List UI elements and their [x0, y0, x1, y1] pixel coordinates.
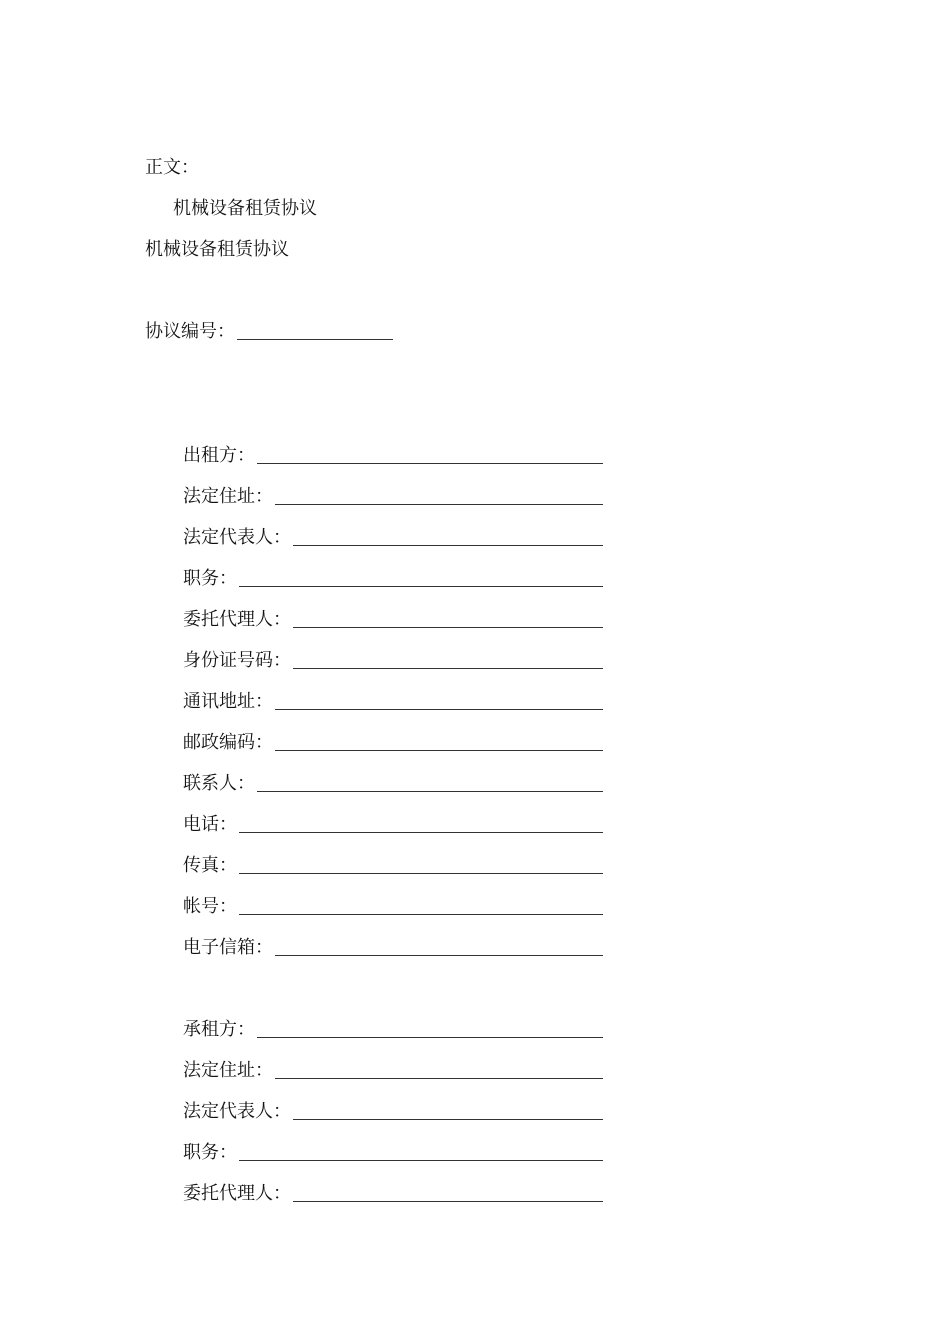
field-label: 帐号： — [183, 896, 237, 917]
lessee-field — [183, 1099, 603, 1123]
lessor-field — [183, 689, 603, 713]
field-blank[interactable] — [257, 1019, 603, 1038]
field-blank[interactable] — [239, 1142, 603, 1161]
lessee-field — [183, 1058, 603, 1082]
field-blank[interactable] — [239, 896, 603, 915]
field-label: 职务： — [183, 568, 237, 589]
field-blank[interactable] — [293, 650, 603, 669]
field-label: 委托代理人： — [183, 609, 291, 630]
field-label: 身份证号码： — [183, 650, 291, 671]
field-blank[interactable] — [275, 937, 603, 956]
body-label: 正文： — [145, 157, 199, 178]
lessor-field — [183, 566, 603, 590]
field-label: 职务： — [183, 1142, 237, 1163]
field-label: 传真： — [183, 855, 237, 876]
field-label: 委托代理人： — [183, 1183, 291, 1204]
lessor-field — [183, 443, 603, 467]
lessor-field — [183, 648, 603, 672]
field-label: 法定住址： — [183, 486, 273, 507]
lessee-field — [183, 1181, 603, 1205]
field-blank[interactable] — [275, 691, 603, 710]
agreement-number-field — [145, 319, 393, 343]
agreement-number-label: 协议编号： — [145, 321, 235, 342]
field-blank[interactable] — [257, 445, 603, 464]
lessor-field — [183, 771, 603, 795]
lessor-field — [183, 853, 603, 877]
lessee-field — [183, 1140, 603, 1164]
document-title: 机械设备租赁协议 — [145, 239, 289, 260]
field-blank[interactable] — [275, 1060, 603, 1079]
field-blank[interactable] — [275, 732, 603, 751]
lessor-field — [183, 812, 603, 836]
field-label: 电子信箱： — [183, 937, 273, 958]
field-label: 联系人： — [183, 773, 255, 794]
field-blank[interactable] — [293, 527, 603, 546]
lessor-field — [183, 484, 603, 508]
field-blank[interactable] — [239, 855, 603, 874]
field-blank[interactable] — [293, 609, 603, 628]
field-label: 通讯地址： — [183, 691, 273, 712]
field-label: 邮政编码： — [183, 732, 273, 753]
field-blank[interactable] — [257, 773, 603, 792]
field-label: 法定住址： — [183, 1060, 273, 1081]
lessor-field — [183, 607, 603, 631]
lessor-field — [183, 525, 603, 549]
field-label: 法定代表人： — [183, 527, 291, 548]
field-blank[interactable] — [239, 814, 603, 833]
agreement-number-blank[interactable] — [237, 321, 393, 340]
field-blank[interactable] — [293, 1183, 603, 1202]
field-label: 电话： — [183, 814, 237, 835]
field-label: 承租方： — [183, 1019, 255, 1040]
field-blank[interactable] — [275, 486, 603, 505]
lessor-field — [183, 730, 603, 754]
lessee-field — [183, 1017, 603, 1041]
lessor-field — [183, 894, 603, 918]
field-label: 法定代表人： — [183, 1101, 291, 1122]
lessor-field — [183, 935, 603, 959]
indented-title: 机械设备租赁协议 — [173, 198, 317, 219]
field-label: 出租方： — [183, 445, 255, 466]
field-blank[interactable] — [239, 568, 603, 587]
field-blank[interactable] — [293, 1101, 603, 1120]
